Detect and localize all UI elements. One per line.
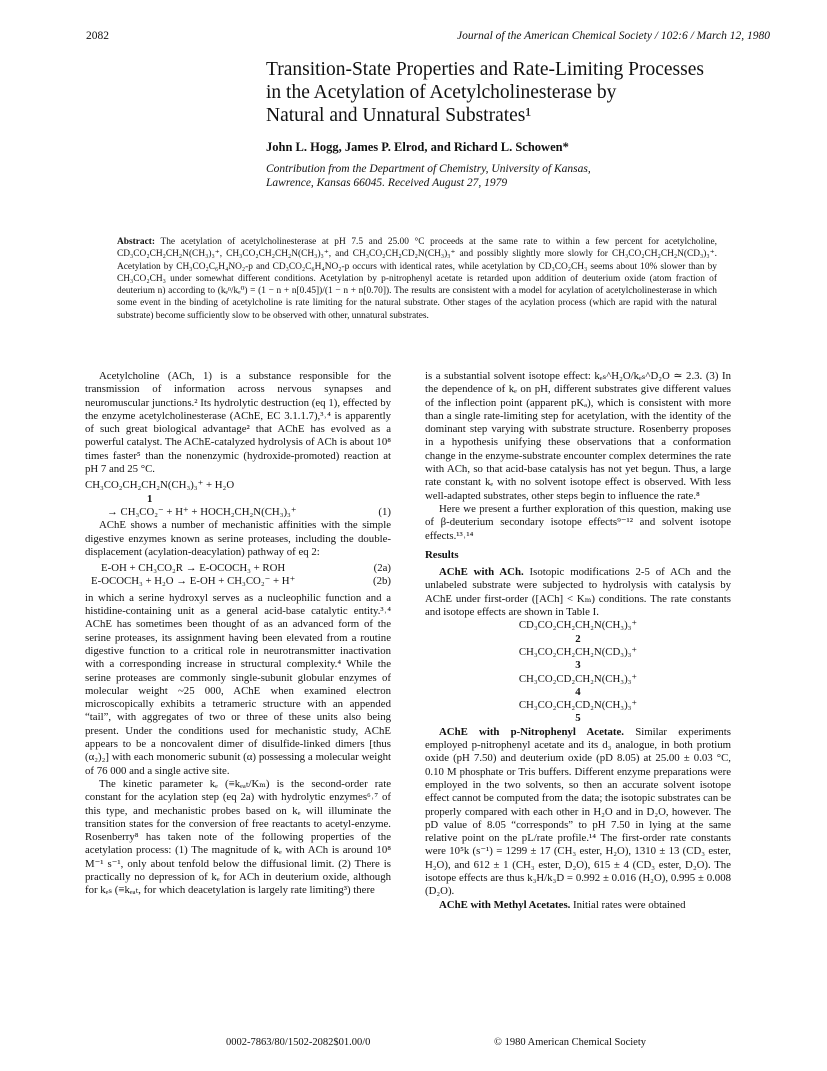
journal-citation: Journal of the American Chemical Society / 102:6 / March 12, 1980 bbox=[457, 30, 770, 42]
equation-2b bbox=[85, 575, 391, 588]
compound-2-number: 2 bbox=[575, 632, 581, 645]
compound-5-formula: CH₃CO₂CH₂CD₂N(CH₃)₃⁺ bbox=[518, 699, 638, 712]
equation-1-products: → CH₃CO₂⁻ + H⁺ + HOCH₂CH₂N(CH₃)₃⁺ bbox=[107, 505, 297, 518]
title-line-2: in the Acetylation of Acetylcholinesterase by bbox=[266, 82, 617, 103]
equation-2a bbox=[85, 562, 391, 575]
equation-2b-text: E-OCOCH₃ + H₂O → E-OH + CH₃CO₂⁻ + H⁺ bbox=[91, 575, 296, 588]
author-list: John L. Hogg, James P. Elrod, and Richard L. Schowen* bbox=[266, 140, 569, 154]
affiliation-line-2: Lawrence, Kansas 66045. Received August 27, 1979 bbox=[266, 177, 508, 189]
results-pnp-paragraph bbox=[425, 726, 731, 899]
pnp-runin-heading: AChE with p-Nitrophenyl Acetate. bbox=[439, 725, 624, 738]
results-heading: Results bbox=[425, 548, 459, 561]
equation-1-line-2 bbox=[85, 506, 391, 519]
intro-continued-paragraph: is a substantial solvent isotope effect: kₑₛ^H₂O/kₑₛ^D₂O ≃ 2.3. (3) In the dependence of kₑ on pH, different substrates give different values of the inflection point (apparent pKₐ), which is consistent with more than a single rate-limiting step for acetylation, with the identity of the dominant step varying with substrate structure. Rosenberry proposes in a hypothesis unifying these observations that a conformation change in the enzyme-substrate encounter complex determines the rate with ACh, so that acid-base catalysis has not yet begun. Thus, a large rate constant kₑ with no solvent isotope effect is observed. With less well-adapted substrates, other steps begin to influence the rate.⁸ bbox=[425, 370, 731, 502]
left-column bbox=[85, 370, 391, 898]
right-column bbox=[425, 370, 731, 912]
equation-1-line-1: CH₃CO₂CH₂CH₂N(CH₃)₃⁺ + H₂O bbox=[85, 479, 235, 492]
running-head bbox=[86, 30, 770, 46]
equation-2a-text: E-OH + CH₃CO₂R → E-OCOCH₃ + ROH bbox=[101, 562, 286, 575]
results-ach-paragraph bbox=[425, 566, 731, 619]
page-number: 2082 bbox=[86, 30, 109, 42]
equation-2a-tag: (2a) bbox=[373, 562, 391, 575]
intro-paragraph-4: The kinetic parameter kₑ (≡kₑₐₜ/Kₘ) is the second-order rate constant for the acylation step (eq 2a) with hydrolytic enzymes⁶˒⁷ of this type, and mechanistic probes based on kₑ will illuminate the transition states for the conversion of free reactants to acetyl-enzyme. Rosenberry⁸ has taken note of the following properties of the acetylation process: (1) The magnitude of kₑ with ACh is around 10⁸ M⁻¹ s⁻¹, only about tenfold below the diffusional limit. (2) There is practically no depression of kₑ for ACh in deuterium oxide, although for kₑₛ (≡kₑₐₜ, for which deacetylation is largely rate limiting³) there bbox=[85, 777, 391, 897]
article-code: 0002-7863/80/1502-2082$01.00/0 bbox=[226, 1037, 371, 1048]
title-line-1: Transition-State Properties and Rate-Limiting Processes bbox=[266, 59, 704, 80]
results-methyl-paragraph bbox=[425, 899, 731, 912]
compound-2-formula: CD₃CO₂CH₂CH₂N(CH₃)₃⁺ bbox=[518, 619, 638, 632]
intro-paragraph-1: Acetylcholine (ACh, 1) is a substance responsible for the transmission of information across nervous synapses and neuromuscular junctions.² Its hydrolytic destruction (eq 1), effected by the enzyme acetylcholinesterase (AChE, EC 3.1.1.7),³˒⁴ is apparently of such great biological advantage² that AChE has evolved as a powerful catalyst. The AChE-catalyzed hydrolysis of ACh is about 10⁸ times faster⁵ than the nonenzymic (hydroxide-promoted) reaction at pH 7 and 25 °C. bbox=[85, 370, 391, 476]
compound-3-formula: CH₃CO₂CH₂CH₂N(CD₃)₃⁺ bbox=[518, 645, 638, 658]
pnp-paragraph-text: Similar experiments employed p-nitrophenyl acetate and its d₃ analogue, in both protium oxide (pH 7.50) and deuterium oxide (pD 8.05) at 25.00 ± 0.03 °C, 0.10 M phosphate or Tris buffers. Different enzyme preparations were employed in the two solvents, so then an accurate solvent isotope effect cannot be computed from the data; the isotopic substrates can be properly compared with each other in H₂O and in D₂O, however. The pD value of 8.05 “corresponds” to pH 7.50 in lying at the same relative point on the pL/rate profile.¹⁴ The first-order rate constants were 10⁵k (s⁻¹) = 1299 ± 17 (CH₃ ester, H₂O), 1310 ± 13 (CD₃ ester, H₂O), and 612 ± 1 (CH₃ ester, D₂O), 615 ± 4 (CD₃ ester, D₂O). The isotope effects are thus k₃H/k₃D = 0.992 ± 0.016 (H₂O), 0.995 ± 0.008 (D₂O). bbox=[425, 725, 731, 898]
intro-paragraph-3: in which a serine hydroxyl serves as a nucleophilic function and a histidine-containing unit as a general acid-base catalytic entity.³˒⁴ AChE has sometimes been thought of as an advanced form of the serine proteases, its assignment having been elevated from a routine digestive function to a critical role in neurotransmitter inactivation with a corresponding increase in structural complexity.⁴ While the serine proteases are commonly single-subunit globular enzymes of molecular weight ~25 000, AChE when examined electron microscopically exhibits a tetrameric structure with an appended “tail”, with aggregates of two or three of these units also being present. Under the conditions used for mechanistic study, AChE appears to be a noncovalent dimer of disulfide-linked dimers [thus (α₂)₂] with each monomeric subunit (α) possessing a molecular weight of 76 000 and a single active site. bbox=[85, 591, 391, 777]
copyright-notice: © 1980 American Chemical Society bbox=[493, 1037, 646, 1048]
title-block bbox=[266, 58, 776, 190]
ach-runin-heading: AChE with ACh. bbox=[439, 566, 524, 579]
compound-3-number: 3 bbox=[575, 659, 581, 672]
affiliation-line-1: Contribution from the Department of Chemistry, University of Kansas, bbox=[266, 163, 591, 175]
compound-4-formula: CH₃CO₂CD₂CH₂N(CH₃)₃⁺ bbox=[518, 672, 638, 685]
intro-paragraph-5: Here we present a further exploration of this question, making use of β-deuterium secondary isotope effects⁹⁻¹² and solvent isotope effects.¹³˒¹⁴ bbox=[425, 502, 731, 542]
affiliation bbox=[266, 162, 776, 190]
abstract-label: Abstract: bbox=[117, 237, 156, 247]
equation-2b-tag: (2b) bbox=[373, 575, 391, 588]
methyl-paragraph-text: Initial rates were obtained bbox=[570, 898, 686, 911]
compound-4-number: 4 bbox=[575, 685, 581, 698]
abstract bbox=[117, 236, 717, 322]
methyl-runin-heading: AChE with Methyl Acetates. bbox=[439, 898, 571, 911]
equation-1-tag: (1) bbox=[378, 505, 391, 518]
article-title bbox=[266, 58, 776, 127]
ach-paragraph-text: Isotopic modifications 2-5 of ACh and the unlabeled substrate were subjected to hydrolysis with catalysis by AChE under first-order ([ACh] < Kₘ) conditions. The rate constants and isotope effects are shown in Table I. bbox=[425, 566, 731, 619]
page-footer bbox=[226, 1037, 646, 1048]
equation-1-compound-number: 1 bbox=[147, 492, 153, 505]
abstract-text: The acetylation of acetylcholinesterase at pH 7.5 and 25.00 °C proceeds at the same rate to within a few percent for acetylcholine, CD₃CO₂CH₂CH₂N(CH₃)₃⁺, CH₃CO₂CH₂CH₂N(CH₃)₃⁺, and CH₃CO₂CH₂CD₂N(CH₃)₃⁺ and possibly slightly more slowly for CH₃CO₂CH₂CH₂N(CD₃)₃⁺. Acetylation by CH₃CO₂C₆H₄NO₂-p and CD₃CO₂C₆H₄NO₂-p occurs with identical rates, while acetylation by CD₃CO₂CH₃ seems about 10% slower than by CH₃CO₂CH₃ under somewhat different conditions. Acetylation by p-nitrophenyl acetate is retarded upon addition of deuterium oxide (atom fraction of deuterium n) according to (kₑⁿ/kₑ⁰) = (1 − n + n[0.45])/(1 − n + n[0.70]). The results are consistent with a model for acylation of acetylcholinesterase in which some event in the binding of acetylcholine is rate limiting for the natural substrate. Other stages of the acylation process (which are rapid with the natural substrate) become sufficiently slow to be observed with other, unnatural substrates. bbox=[117, 237, 717, 321]
title-line-3: Natural and Unnatural Substrates¹ bbox=[266, 105, 532, 126]
intro-paragraph-2: AChE shows a number of mechanistic affinities with the simple digestive enzymes known as serine proteases, including the double-displacement (acylation-deacylation) pathway of eq 2: bbox=[85, 519, 391, 558]
compound-5-number: 5 bbox=[575, 712, 581, 725]
